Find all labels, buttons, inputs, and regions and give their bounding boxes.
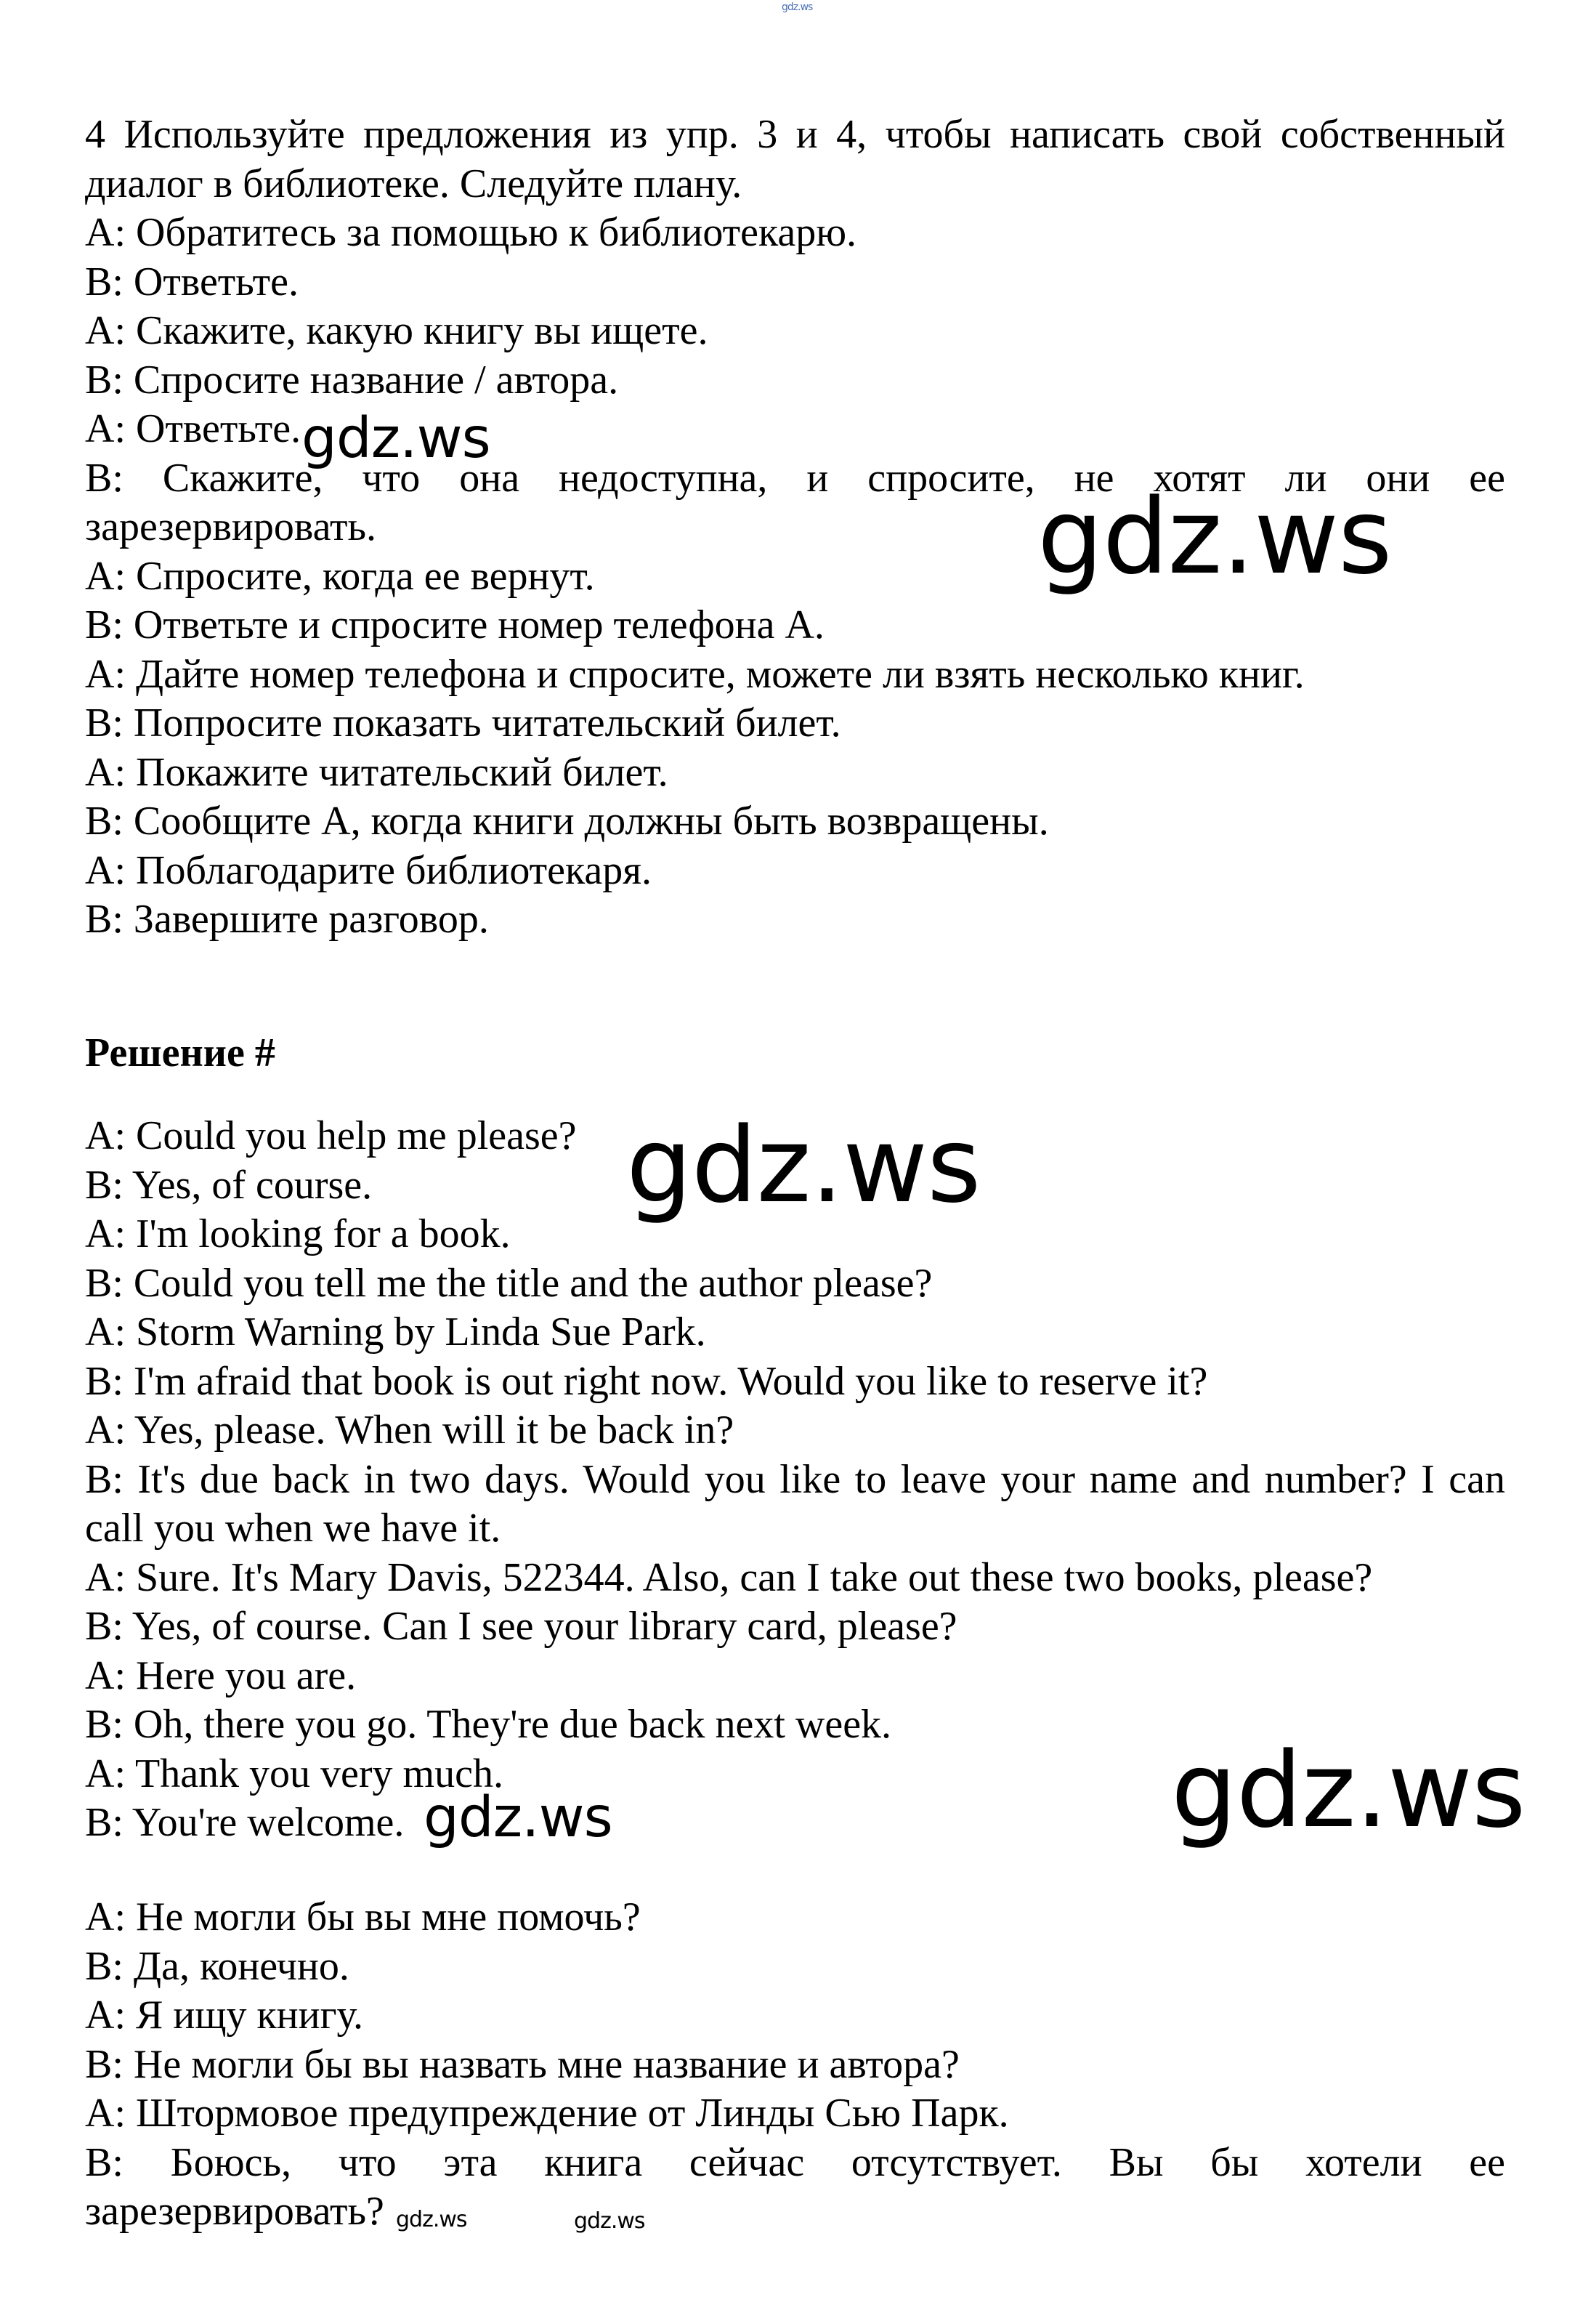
dialogue-line: A: Here you are.	[85, 1652, 357, 1698]
dialogue-line: B: I'm afraid that book is out right now. Would you like to reserve it?	[85, 1358, 1208, 1404]
russian-dialogue	[85, 1893, 1505, 2237]
task-line: A: Скажите, какую книгу вы ищете.	[85, 308, 708, 353]
watermark: gdz.ws	[626, 1105, 981, 1226]
task-line: 4 Используйте предложения из упр. 3 и 4, чтобы написать свой собственный	[85, 112, 1505, 157]
dialogue-line: A: Yes, please. When will it be back in?	[85, 1408, 734, 1453]
dialogue-line: B: Yes, of course. Can I see your library card, please?	[85, 1604, 957, 1649]
dialogue-line: B: Yes, of course.	[85, 1162, 373, 1208]
dialogue-line: B: It's due back in two days. Would you like to leave your name and number? I can	[85, 1456, 1505, 1502]
dialogue-line: A: Не могли бы вы мне помочь?	[85, 1894, 641, 1939]
watermark-top: gdz.ws	[782, 1, 813, 13]
task-line: A: Дайте номер телефона и спросите, можете ли взять несколько книг.	[85, 651, 1305, 697]
task-line: B: Сообщите А, когда книги должны быть возвращены.	[85, 799, 1049, 844]
watermark: gdz.ws	[1037, 476, 1392, 597]
task-line: B: Спросите название / автора.	[85, 357, 619, 403]
task-line: зарезервировать.	[85, 504, 377, 549]
watermark: gdz.ws	[301, 406, 490, 471]
task-line: B: Ответьте и спросите номер телефона А.	[85, 602, 825, 647]
watermark: gdz.ws	[574, 2208, 645, 2234]
dialogue-line: A: Штормовое предупреждение от Линды Сью Парк.	[85, 2091, 1009, 2136]
task-line: A: Обратитесь за помощью к библиотекарю.	[85, 210, 857, 255]
dialogue-line: B: Oh, there you go. They're due back next week.	[85, 1702, 892, 1747]
dialogue-line: B: Боюсь, что эта книга сейчас отсутствует. Вы бы хотели ее	[85, 2139, 1505, 2185]
task-line: B: Ответьте.	[85, 259, 299, 304]
watermark: gdz.ws	[396, 2207, 467, 2232]
dialogue-line: A: Storm Warning by Linda Sue Park.	[85, 1309, 706, 1355]
task-line: A: Покажите читательский билет.	[85, 749, 668, 795]
task-line: A: Ответьте.	[85, 406, 301, 451]
task-line: диалог в библиотеке. Следуйте плану.	[85, 161, 742, 206]
dialogue-line: A: Thank you very much.	[85, 1751, 503, 1796]
task-line: B: Попросите показать читательский билет.	[85, 701, 841, 746]
dialogue-line: call you when we have it.	[85, 1506, 501, 1551]
dialogue-line: A: Could you help me please?	[85, 1113, 577, 1158]
task-line: A: Спросите, когда ее вернут.	[85, 553, 595, 599]
dialogue-line: A: I'm looking for a book.	[85, 1211, 511, 1256]
dialogue-line: зарезервировать?	[85, 2189, 384, 2234]
task-line: B: Завершите разговор.	[85, 897, 489, 942]
task-line: A: Поблагодарите библиотекаря.	[85, 847, 652, 893]
watermark: gdz.ws	[424, 1785, 612, 1850]
watermark: gdz.ws	[1171, 1729, 1526, 1851]
dialogue-line: A: Я ищу книгу.	[85, 1993, 363, 2038]
dialogue-line: B: You're welcome.	[85, 1800, 405, 1845]
solution-heading: Решение #	[85, 1030, 275, 1075]
dialogue-line: B: Не могли бы вы назвать мне название и автора?	[85, 2041, 960, 2087]
dialogue-line: B: Could you tell me the title and the author please?	[85, 1260, 933, 1306]
dialogue-line: B: Да, конечно.	[85, 1943, 349, 1989]
task-line: B: Скажите, что она недоступна, и спросите, не хотят ли они ее	[85, 455, 1505, 501]
dialogue-line: A: Sure. It's Mary Davis, 522344. Also, can I take out these two books, please?	[85, 1554, 1373, 1600]
